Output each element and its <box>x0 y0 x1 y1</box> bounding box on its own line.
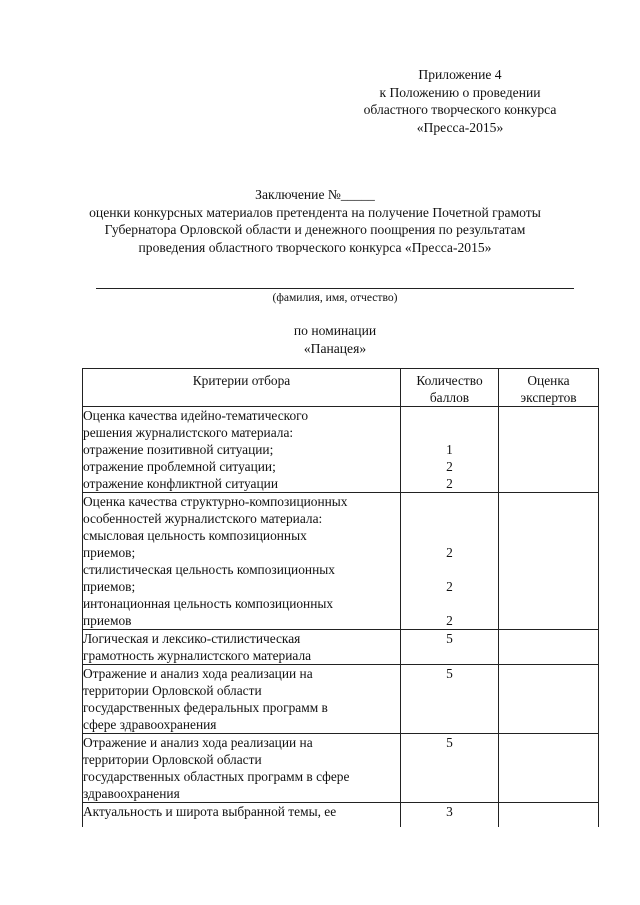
name-caption: (фамилия, имя, отчество) <box>272 291 398 304</box>
appendix-header <box>340 66 580 136</box>
points-cell: 5 <box>401 665 499 734</box>
conclusion-line: проведения областного творческого конкурса «Пресса-2015» <box>138 239 492 255</box>
points-cell: 1 2 2 <box>401 407 499 493</box>
conclusion-heading <box>60 186 570 256</box>
criterion-cell: Актуальность и широта выбранной темы, ее <box>83 803 401 828</box>
points-cell: 2 2 2 <box>401 493 499 630</box>
appendix-line: Приложение 4 <box>418 67 502 82</box>
expert-score-cell[interactable] <box>499 665 599 734</box>
table-row <box>83 803 599 828</box>
table-row <box>83 493 599 630</box>
table-row <box>83 407 599 493</box>
criterion-cell: Отражение и анализ хода реализации на территории Орловской области государственных областных программ в сфере здравоохранения <box>83 734 401 803</box>
header-points: Количество баллов <box>401 369 499 407</box>
points-cell: 3 <box>401 803 499 828</box>
expert-score-cell[interactable] <box>499 493 599 630</box>
table-row <box>83 665 599 734</box>
name-underline <box>96 288 574 289</box>
nomination-block <box>200 322 470 357</box>
table-row <box>83 734 599 803</box>
criterion-cell: Отражение и анализ хода реализации на территории Орловской области государственных федеральных программ в сфере здравоохранения <box>83 665 401 734</box>
appendix-line: «Пресса-2015» <box>416 119 504 135</box>
criterion-cell: Оценка качества идейно-тематического решения журналистского материала: отражение позитивной ситуации; отражение проблемной ситуации; отражение конфликтной ситуации <box>83 407 401 493</box>
criteria-table <box>82 368 599 827</box>
conclusion-line: Губернатора Орловской области и денежного поощрения по результатам <box>104 222 526 237</box>
nomination-name: «Панацея» <box>303 340 367 356</box>
table-row <box>83 630 599 665</box>
header-criteria: Критерии отбора <box>83 369 401 407</box>
expert-score-cell[interactable] <box>499 630 599 665</box>
nomination-label: по номинации <box>293 323 377 338</box>
table-header-row <box>83 369 599 407</box>
points-cell: 5 <box>401 630 499 665</box>
appendix-line: к Положению о проведении <box>379 84 541 100</box>
criterion-cell: Логическая и лексико-стилистическая грамотность журналистского материала <box>83 630 401 665</box>
header-experts: Оценка экспертов <box>499 369 599 407</box>
criterion-cell: Оценка качества структурно-композиционных особенностей журналистского материала: смысловая цельность композиционных приемов; стилистическая цельность композиционных приемов; интонационная цельность композиционных приемов <box>83 493 401 630</box>
conclusion-title: Заключение №_____ <box>255 187 375 202</box>
appendix-line: областного творческого конкурса <box>363 102 557 117</box>
points-cell: 5 <box>401 734 499 803</box>
expert-score-cell[interactable] <box>499 407 599 493</box>
expert-score-cell[interactable] <box>499 734 599 803</box>
expert-score-cell[interactable] <box>499 803 599 828</box>
conclusion-line: оценки конкурсных материалов претендента на получение Почетной грамоты <box>89 204 541 220</box>
